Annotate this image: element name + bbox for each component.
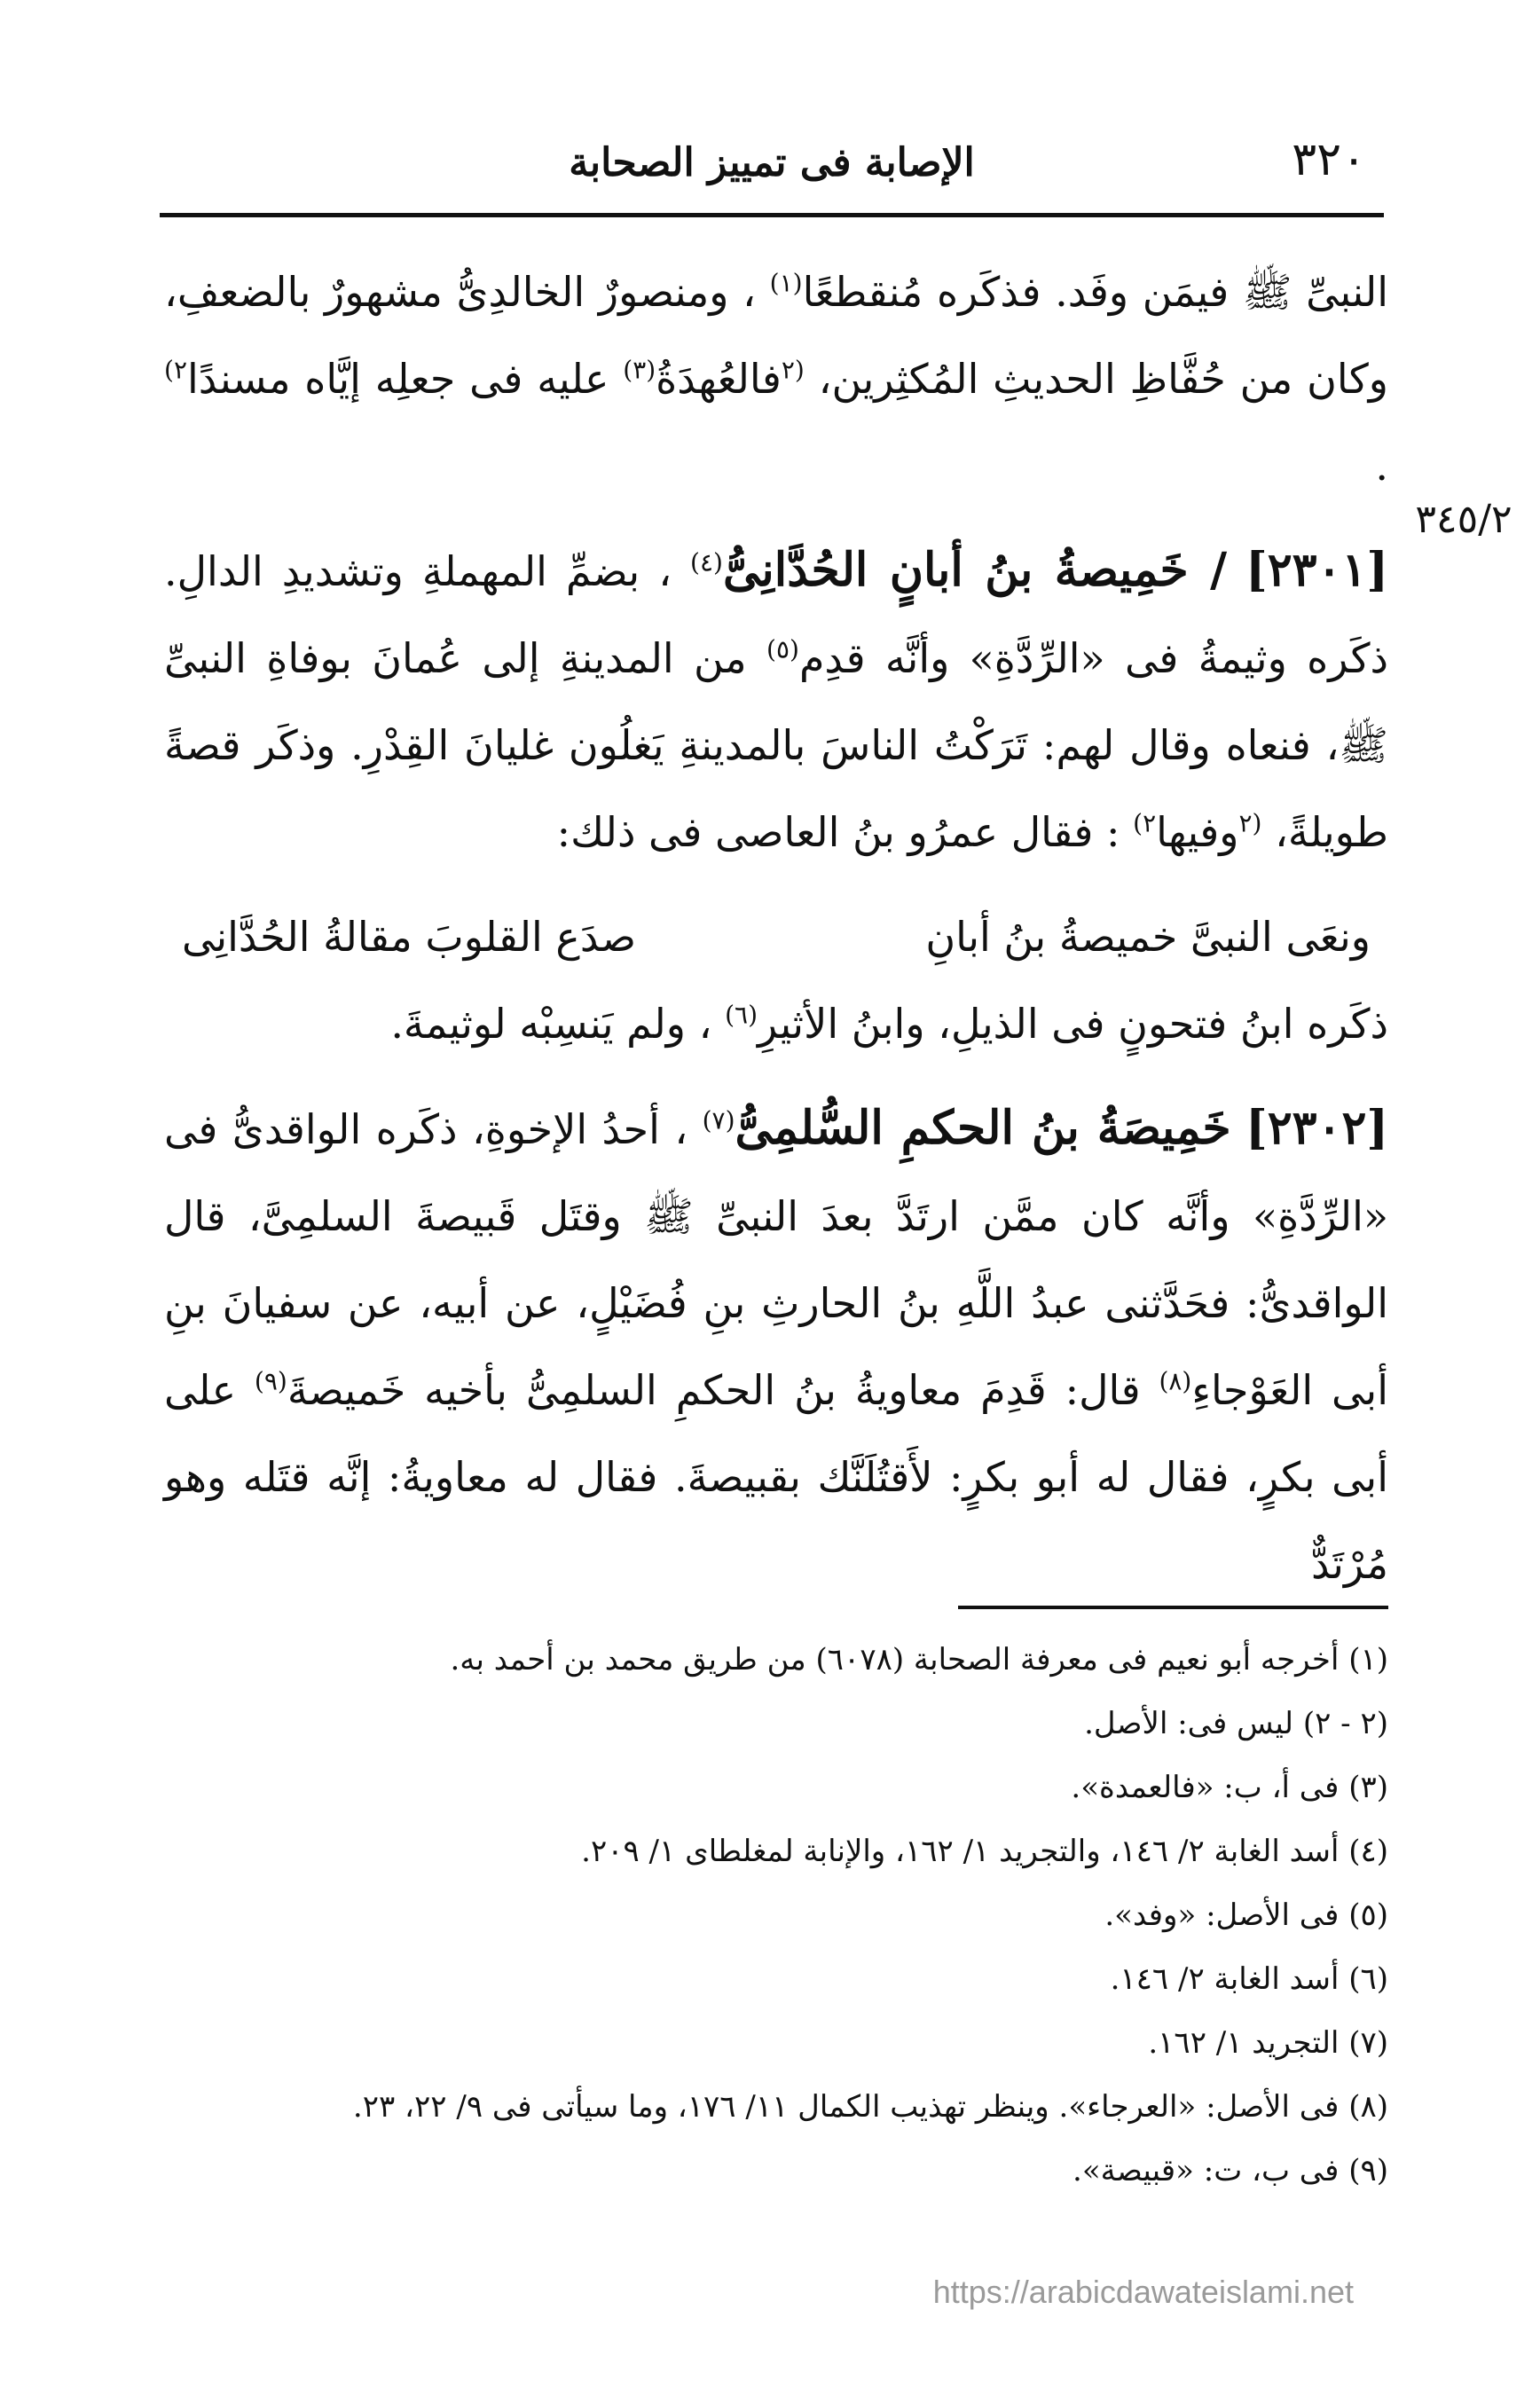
text-span: فالعُهدَةُ <box>656 355 782 403</box>
watermark-url: https://arabicdawateislami.net <box>932 2274 1354 2310</box>
verse-second-hemistich: صدَع القلوبَ مقالةُ الحُدَّانِى <box>182 913 637 961</box>
text-span: : فقال عمرُو بنُ العاصى فى ذلك: <box>556 808 1120 856</box>
footnote-marker: (٢ <box>781 355 805 385</box>
entry-name: / خَمِيصةُ بنُ أبانٍ الحُدَّانِىُّ <box>722 543 1228 597</box>
text-span: على أبى بكرٍ، فقال له أبو بكرٍ: لأَقتُلَنَّك بقبيصةَ. فقال له معاويةُ: إنَّه قتَله وهو مُرْتَدٌّ <box>164 1366 1388 1588</box>
footnote-marker: (٢ <box>1238 808 1262 838</box>
footnote: (٢ - ٢) ليس فى: الأصل. <box>1084 1706 1388 1741</box>
text-span: ، أحدُ الإخوةِ، ذكَره الواقدىُّ فى «الرِّدَّةِ» وأنَّه كان ممَّن ارتَدَّ بعدَ النبىِّ ﷺ وقتَل قَبيصةَ السلمِىَّ، قال الواقدىُّ: فحَدَّثنى عبدُ اللَّهِ بنُ الحارثِ بنِ فُضَيْلٍ، عن أبيه، عن سفيانَ بنِ أبى العَوْجاءِ <box>164 1105 1388 1414</box>
entry-2302 <box>164 1085 1388 1607</box>
text-span: ، ولم يَنسِبْه لوثيمةَ. <box>390 1000 712 1048</box>
text-span: النبىِّ ﷺ فيمَن وفَد. فذكَره مُنقطعًا <box>802 268 1388 316</box>
footnote: (٨) فى الأصل: «العرجاء». وينظر تهذيب الكمال ١١/ ١٧٦، وما سيأتى فى ٩/ ٢٢، ٢٣. <box>352 2089 1388 2125</box>
page-header <box>160 115 1384 217</box>
footnote-marker: (٩) <box>254 1366 287 1396</box>
poetry-verse <box>164 893 1388 980</box>
footnote-marker: (٦) <box>725 1000 758 1030</box>
text-span: ، بضمِّ المهملةِ وتشديدِ الدالِ. ذكَره وثيمةُ فى «الرِّدَّةِ» وأنَّه قدِم <box>164 547 1388 682</box>
footnote: (٥) فى الأصل: «وفد». <box>1104 1897 1388 1933</box>
entry-2301 <box>164 527 1388 876</box>
footnote: (١) أخرجه أبو نعيم فى معرفة الصحابة (٦٠٧٨) من طريق محمد بن أحمد به. <box>450 1642 1388 1677</box>
text-span: وفيها <box>1156 808 1239 856</box>
footnote-marker: (١) <box>769 268 803 298</box>
footnote-marker: (٤) <box>690 547 723 577</box>
entry-name: خَمِيصَةُ بنُ الحكمِ السُّلمِىُّ <box>735 1101 1231 1155</box>
footnote-divider <box>958 1606 1388 1609</box>
text-span: ، ومنصورٌ الخالدِىُّ مشهورٌ بالضعفِ، وكان من حُفَّاظِ الحديثِ المُكثِرين، <box>164 268 1388 403</box>
paragraph-intro <box>164 248 1388 509</box>
paragraph-after-verse <box>164 980 1388 1067</box>
entry-number: [٢٣٠١] <box>1245 543 1389 597</box>
footnote: (٤) أسد الغابة ٢/ ١٤٦، والتجريد ١/ ١٦٢، والإنابة لمغلطاى ١/ ٢٠٩. <box>581 1834 1388 1869</box>
text-span: ذكَره ابنُ فتحونٍ فى الذيلِ، وابنُ الأثيرِ <box>758 1000 1388 1048</box>
footnote: (٧) التجريد ١/ ١٦٢. <box>1148 2025 1388 2061</box>
entry-number: [٢٣٠٢] <box>1245 1101 1389 1155</box>
footnote: (٩) فى ب، ت: «قبيصة». <box>1072 2153 1388 2188</box>
footnote-marker: (٨) <box>1159 1366 1192 1396</box>
footnote: (٣) فى أ، ب: «فالعمدة». <box>1071 1770 1388 1805</box>
footnote-marker: (٥) <box>766 634 799 664</box>
text-span: عليه فى جعلِه إيَّاه مسندًا <box>186 355 609 403</box>
footnotes <box>164 1628 1388 2203</box>
footnote-marker: ٢) <box>164 355 187 385</box>
page-number: ٣٢٠ <box>1292 133 1366 186</box>
margin-reference: ٣٤٥/٢ <box>1415 497 1512 542</box>
running-title: الإصابة فى تمييز الصحابة <box>569 140 975 185</box>
text-span: من المدينةِ إلى عُمانَ بوفاةِ النبىِّ ﷺ، فنعاه وقال لهم: تَرَكْتُ الناسَ بالمدينةِ يَغلُون غليانَ القِدْرِ. وذكَر قصةً طويلةً، <box>164 634 1388 856</box>
footnote-marker: ٢) <box>1133 808 1157 838</box>
text-span: قال: قَدِمَ معاويةُ بنُ الحكمِ السلمِىُّ بأخيه خَميصةَ <box>287 1366 1141 1414</box>
footnote-marker: (٧) <box>702 1105 735 1135</box>
footnote: (٦) أسد الغابة ٢/ ١٤٦. <box>1110 1961 1388 1997</box>
verse-first-hemistich: ونعَى النبىَّ خميصةُ بنُ أبانِ <box>925 913 1371 961</box>
text-span: . <box>1375 442 1388 490</box>
footnote-marker: (٣) <box>623 355 656 385</box>
main-text <box>164 248 1388 1625</box>
